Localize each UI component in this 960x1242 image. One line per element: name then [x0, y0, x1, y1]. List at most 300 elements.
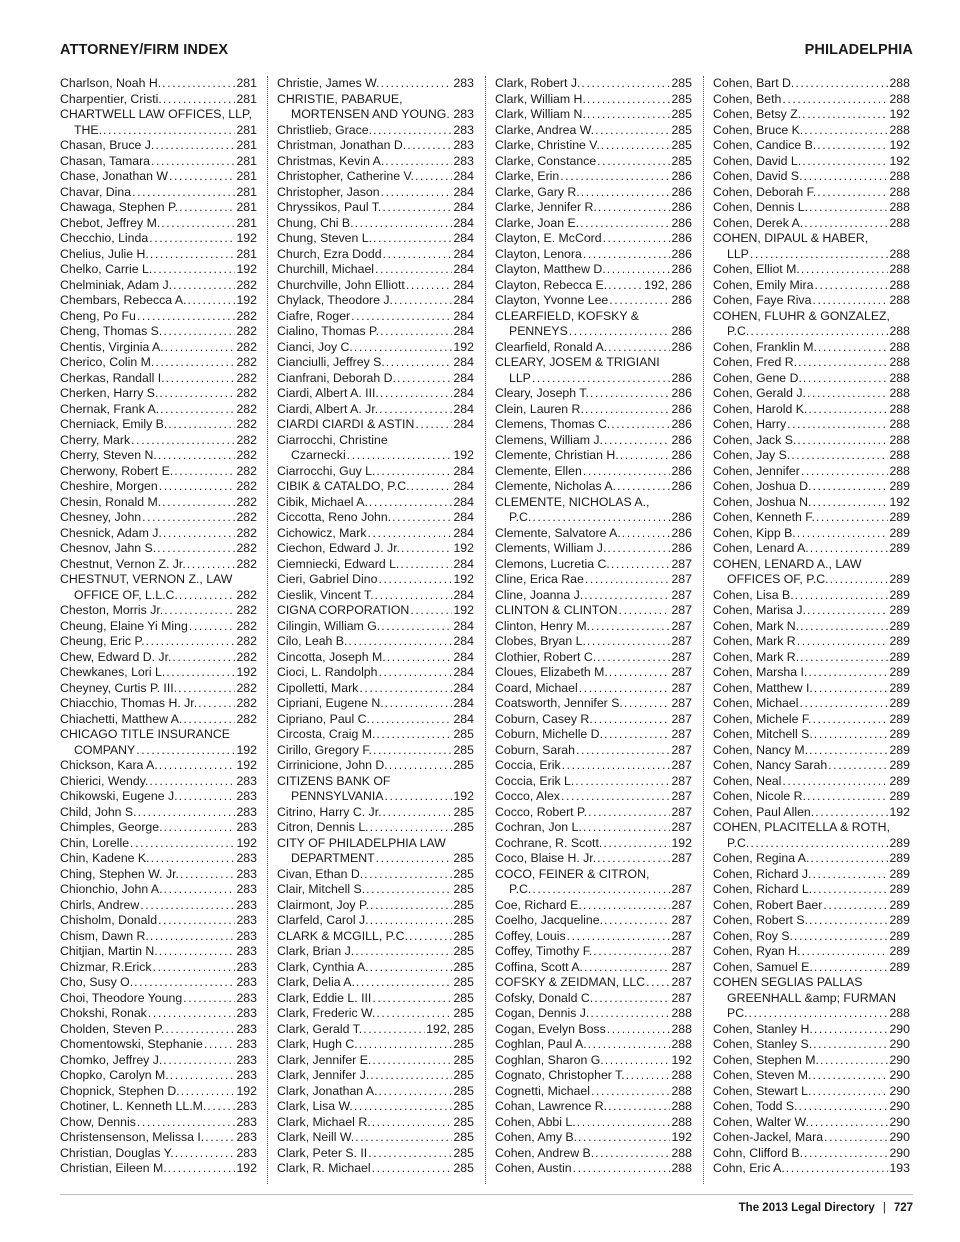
entry-name: Ciardi, Albert A. III. — [277, 386, 379, 400]
entry-page: 289 — [889, 727, 910, 741]
entry-page: 285 — [453, 758, 474, 772]
leader-dots — [782, 774, 888, 790]
entry-name: Cipriano, Paul C. — [277, 711, 370, 726]
index-entry — [277, 743, 474, 759]
leader-dots — [376, 727, 452, 743]
footer-separator: | — [882, 1202, 886, 1214]
entry-page: 282 — [236, 277, 257, 292]
leader-dots — [583, 247, 671, 263]
leader-dots — [750, 247, 889, 263]
entry-name: Chentis, Virginia A. — [60, 339, 164, 354]
index-entry — [495, 960, 692, 976]
entry-page: 286 — [671, 246, 692, 261]
index-entry — [277, 433, 474, 464]
entry-name: Christman, Jonathan D. — [277, 138, 407, 152]
index-column-2 — [277, 76, 474, 1177]
leader-dots — [205, 1130, 235, 1146]
entry-name: Cohen, Bruce K. — [713, 122, 804, 137]
index-entry — [60, 619, 257, 635]
leader-dots — [608, 340, 670, 356]
index-entry — [713, 603, 910, 619]
entry-name: Cohen, Faye Riva — [713, 293, 812, 307]
entry-page: 283 — [236, 1006, 257, 1020]
entry-name: Cohen, Samuel E. — [713, 959, 813, 974]
leader-dots — [394, 293, 453, 309]
entry-page: 283 — [236, 944, 257, 958]
entry-page: 290 — [889, 1145, 910, 1160]
index-entry — [60, 758, 257, 774]
leader-dots — [803, 371, 889, 387]
leader-dots — [151, 154, 235, 170]
leader-dots — [787, 417, 888, 433]
index-entry — [277, 324, 474, 340]
entry-page: 289 — [889, 851, 910, 865]
index-entry — [495, 727, 692, 743]
entry-name: Chionchio, John A. — [60, 882, 163, 896]
index-entry — [713, 1130, 910, 1146]
index-entry — [713, 138, 910, 154]
entry-page: 285 — [671, 138, 692, 152]
leader-dots — [823, 898, 888, 914]
leader-dots — [608, 278, 643, 294]
entry-name: Chase, Jonathan W — [60, 169, 169, 183]
index-entry — [713, 433, 910, 449]
entry-page: 284 — [453, 618, 474, 633]
leader-dots — [168, 1161, 236, 1177]
leader-dots — [130, 836, 235, 852]
entry-name: CITIZENS BANK OF — [277, 773, 391, 788]
leader-dots — [172, 650, 235, 666]
leader-dots — [598, 200, 671, 216]
entry-name: Chimples, George. — [60, 820, 163, 834]
index-entry — [495, 107, 692, 123]
index-entry — [713, 340, 910, 356]
entry-page: 282 — [236, 525, 257, 540]
entry-name: Clobes, Bryan L. — [495, 634, 586, 648]
entry-page: 286 — [671, 184, 692, 199]
entry-page: 192 — [236, 742, 257, 757]
entry-name: Cheung, Eric P. — [60, 634, 145, 648]
entry-name: P.C. — [727, 324, 750, 338]
leader-dots — [814, 960, 889, 976]
leader-dots — [381, 185, 453, 201]
entry-name: Christmas, Kevin A. — [277, 153, 385, 168]
entry-page: 192 — [671, 835, 692, 850]
entry-name: Ciarrocchi, Guy L. — [277, 463, 376, 478]
entry-name: Chotiner, L. Kenneth LL.M. — [60, 1099, 207, 1113]
leader-dots — [791, 448, 888, 464]
leader-dots — [807, 386, 889, 402]
index-entry — [60, 898, 257, 914]
leader-dots — [588, 1037, 671, 1053]
index-entry — [60, 603, 257, 619]
leader-dots — [611, 417, 670, 433]
index-entry — [60, 696, 257, 712]
entry-name: Chisholm, Donald — [60, 913, 158, 927]
entry-name: Cohen, Lenard A. — [713, 541, 809, 555]
index-entry — [60, 107, 257, 138]
leader-dots — [749, 1006, 889, 1022]
leader-dots — [587, 92, 671, 108]
index-entry — [495, 216, 692, 232]
entry-page: 283 — [236, 1130, 257, 1144]
entry-name: PENNSYLVANIA — [291, 789, 384, 803]
entry-page: 284 — [453, 665, 474, 679]
entry-page: 285 — [453, 1037, 474, 1051]
entry-name: Chawaga, Stephen P. — [60, 200, 179, 214]
index-entry — [495, 231, 692, 247]
entry-page: 289 — [889, 959, 910, 974]
index-entry — [60, 929, 257, 945]
index-column-3 — [495, 76, 692, 1177]
index-entry — [277, 1037, 474, 1053]
entry-name: Cohen, Beth — [713, 91, 782, 106]
leader-dots — [174, 464, 235, 480]
leader-dots — [604, 433, 671, 449]
entry-name: Christopher, Catherine V. — [277, 169, 414, 183]
entry-page: 284 — [453, 711, 474, 726]
leader-dots — [797, 433, 888, 449]
index-entry — [277, 975, 474, 991]
index-entry — [495, 588, 692, 604]
entry-name: Cognato, Christopher T. — [495, 1068, 625, 1082]
entry-page: 283 — [236, 882, 257, 896]
entry-page: 288 — [889, 91, 910, 106]
leader-dots — [142, 510, 235, 526]
entry-name: Clayton, Matthew D. — [495, 262, 606, 276]
leader-dots — [591, 1084, 670, 1100]
directory-title: The 2013 Legal Directory — [738, 1202, 875, 1214]
leader-dots — [607, 1022, 671, 1038]
leader-dots — [794, 929, 888, 945]
index-entry — [495, 185, 692, 201]
entry-page: 288 — [889, 200, 910, 214]
leader-dots — [372, 1115, 453, 1131]
entry-name: Cherken, Harry S. — [60, 386, 159, 400]
leader-dots — [383, 247, 453, 263]
index-entry — [713, 371, 910, 387]
entry-name: Clemons, Lucretia C. — [495, 556, 610, 571]
entry-name: Coburn, Casey R. — [495, 711, 593, 726]
entry-page: 287 — [671, 851, 692, 865]
index-entry — [60, 185, 257, 201]
index-entry — [60, 309, 257, 325]
leader-dots — [800, 650, 888, 666]
leader-dots — [576, 743, 670, 759]
entry-page: 192 — [453, 572, 474, 586]
entry-name: Czarnecki — [291, 448, 346, 462]
index-entry — [495, 495, 692, 526]
entry-page: 289 — [889, 882, 910, 896]
index-entry — [60, 433, 257, 449]
entry-page: 284 — [453, 169, 474, 183]
entry-page: 284 — [453, 386, 474, 400]
entry-name: Cheung, Elaine Yi Ming — [60, 618, 188, 633]
leader-dots — [168, 417, 235, 433]
entry-page: 286 — [671, 339, 692, 354]
index-entry — [713, 495, 910, 511]
entry-name: Cialino, Thomas P. — [277, 324, 380, 338]
index-entry — [277, 572, 474, 588]
entry-page: 286 — [671, 525, 692, 540]
entry-page: 281 — [236, 91, 257, 106]
leader-dots — [588, 805, 670, 821]
entry-page: 285 — [453, 1099, 474, 1113]
entry-name: Ching, Stephen W. Jr. — [60, 866, 179, 881]
entry-name: Cohen, Gene D. — [713, 370, 802, 385]
index-entry — [60, 278, 257, 294]
entry-page: 287 — [671, 913, 692, 927]
leader-dots — [166, 371, 236, 387]
entry-page: 283 — [236, 866, 257, 881]
leader-dots — [604, 727, 670, 743]
entry-page: 282 — [236, 324, 257, 338]
entry-page: 283 — [236, 804, 257, 819]
leader-dots — [364, 867, 452, 883]
leader-dots — [376, 1006, 452, 1022]
entry-page: 287 — [671, 696, 692, 710]
column-divider — [703, 76, 704, 1184]
entry-page: 284 — [453, 308, 474, 323]
leader-dots — [815, 805, 888, 821]
entry-name: Cohen, Nicole R. — [713, 789, 806, 803]
entry-name: COHEN, LENARD A., LAW — [713, 556, 862, 571]
index-entry — [60, 526, 257, 542]
index-entry — [713, 851, 910, 867]
leader-dots — [532, 371, 671, 387]
index-entry — [713, 681, 910, 697]
index-entry — [60, 355, 257, 371]
leader-dots — [136, 743, 235, 759]
leader-dots — [400, 557, 452, 573]
entry-name: Cianciulli, Jeffrey S. — [277, 355, 385, 369]
entry-page: 288 — [889, 386, 910, 400]
leader-dots — [347, 448, 453, 464]
entry-name: Chung, Steven L. — [277, 231, 373, 245]
entry-name: Cheshire, Morgen — [60, 479, 158, 493]
leader-dots — [359, 1037, 453, 1053]
entry-name: Clinton, Henry M. — [495, 618, 590, 633]
entry-page: 284 — [453, 246, 474, 261]
index-entry — [495, 603, 692, 619]
index-entry — [277, 1130, 474, 1146]
entry-page: 282 — [236, 649, 257, 664]
footer-rule — [60, 1194, 913, 1195]
leader-dots — [370, 820, 453, 836]
entry-page: 282 — [236, 339, 257, 354]
index-entry — [277, 138, 474, 154]
entry-name: Cohen, David S. — [713, 169, 803, 183]
entry-page: 283 — [236, 773, 257, 788]
entry-page: 282 — [236, 479, 257, 493]
leader-dots — [155, 355, 235, 371]
leader-dots — [808, 665, 888, 681]
leader-dots — [812, 293, 888, 309]
entry-page: 192 — [236, 1083, 257, 1098]
entry-name: Coffey, Louis — [495, 928, 566, 943]
index-entry — [495, 665, 692, 681]
leader-dots — [601, 138, 671, 154]
leader-dots — [370, 1068, 452, 1084]
index-entry — [60, 1084, 257, 1100]
entry-name: COHEN, DIPAUL & HABER, — [713, 231, 869, 245]
entry-page: 283 — [236, 913, 257, 927]
index-entry — [277, 774, 474, 805]
index-entry — [713, 231, 910, 262]
index-entry — [713, 743, 910, 759]
entry-page: 284 — [453, 587, 474, 602]
leader-dots — [583, 898, 671, 914]
leader-dots — [371, 712, 453, 728]
entry-page: 281 — [236, 200, 257, 214]
entry-name: Clayton, Rebecca E. — [495, 277, 608, 292]
leader-dots — [132, 185, 235, 201]
entry-page: 284 — [453, 680, 474, 695]
leader-dots — [159, 386, 235, 402]
leader-dots — [579, 681, 671, 697]
leader-dots — [804, 123, 888, 139]
entry-page: 284 — [453, 696, 474, 710]
entry-name: Cohen, Gerald J. — [713, 386, 806, 400]
leader-dots — [207, 1099, 235, 1115]
leader-dots — [594, 991, 670, 1007]
index-entry — [495, 448, 692, 464]
page-header — [60, 42, 913, 62]
entry-name: Chembars, Rebecca A. — [60, 293, 187, 307]
entry-name: Chung, Chi B. — [277, 215, 354, 230]
entry-page: 285 — [671, 153, 692, 168]
leader-dots — [162, 495, 235, 511]
entry-name: THE. — [74, 122, 103, 137]
entry-page: 283 — [236, 789, 257, 803]
index-entry — [60, 944, 257, 960]
entry-page: 285 — [671, 122, 692, 137]
entry-name: Cohen, Bart D. — [713, 76, 795, 90]
leader-dots — [150, 929, 236, 945]
leader-dots — [828, 758, 888, 774]
entry-name: Clein, Lauren R. — [495, 401, 584, 416]
entry-page: 284 — [453, 370, 474, 385]
entry-name: Coelho, Jacqueline. — [495, 913, 604, 927]
leader-dots — [562, 758, 671, 774]
entry-page: 287 — [671, 711, 692, 726]
entry-name: Cohn, Eric A. — [713, 1161, 785, 1175]
index-entry — [713, 386, 910, 402]
entry-page: 285 — [453, 1130, 474, 1144]
entry-name: Cohen, Amy B. — [495, 1130, 578, 1144]
leader-dots — [617, 479, 670, 495]
entry-name: Cohen, Fred R. — [713, 355, 798, 369]
leader-dots — [363, 1022, 425, 1038]
entry-page: 287 — [671, 587, 692, 602]
index-entry — [495, 1130, 692, 1146]
index-entry — [60, 681, 257, 697]
entry-name: CLEARY, JOSEM & TRIGIANI — [495, 355, 660, 369]
entry-name: Clark, Peter S. II — [277, 1145, 368, 1160]
index-entry — [277, 309, 474, 325]
entry-page: 285 — [453, 742, 474, 757]
entry-page: 287 — [671, 944, 692, 958]
entry-name: Charlson, Noah H. — [60, 76, 162, 90]
entry-name: Coatsworth, Jennifer S. — [495, 696, 623, 710]
entry-name: Chirls, Andrew — [60, 897, 140, 912]
index-entry — [495, 851, 692, 867]
entry-name: Christie, James W. — [277, 76, 380, 90]
index-entry — [277, 371, 474, 387]
entry-name: Clark, Neill W. — [277, 1130, 355, 1144]
entry-page: 284 — [453, 231, 474, 245]
entry-name: CLEMENTE, NICHOLAS A., — [495, 494, 650, 509]
entry-page: 286 — [671, 169, 692, 183]
index-entry — [277, 1115, 474, 1131]
index-entry — [60, 169, 257, 185]
entry-page: 286 — [671, 386, 692, 400]
entry-page: 287 — [671, 897, 692, 912]
entry-name: Clemente, Nicholas A. — [495, 479, 616, 493]
index-entry — [713, 1084, 910, 1100]
leader-dots — [808, 402, 888, 418]
index-entry — [495, 355, 692, 386]
entry-name: OFFICE OF, L.L.C. — [74, 587, 178, 602]
leader-dots — [169, 169, 235, 185]
leader-dots — [594, 712, 671, 728]
leader-dots — [603, 836, 670, 852]
leader-dots — [584, 588, 670, 604]
leader-dots — [378, 665, 452, 681]
leader-dots — [166, 665, 235, 681]
leader-dots — [817, 185, 888, 201]
entry-name: Cholden, Steven P. — [60, 1021, 165, 1036]
entry-name: Cocco, Robert P. — [495, 804, 588, 819]
entry-name: Clemente, Ellen — [495, 463, 582, 478]
leader-dots — [158, 913, 235, 929]
entry-name: Chesnick, Adam J. — [60, 525, 162, 540]
index-entry — [277, 1099, 474, 1115]
index-entry — [277, 541, 474, 557]
index-entry — [277, 898, 474, 914]
entry-page: 285 — [453, 944, 474, 958]
leader-dots — [575, 774, 670, 790]
entry-page: 282 — [236, 510, 257, 524]
index-entry — [495, 975, 692, 991]
entry-page: 282 — [236, 696, 257, 710]
leader-dots — [590, 1006, 670, 1022]
index-entry — [713, 557, 910, 588]
leader-dots — [619, 603, 671, 619]
index-entry — [277, 262, 474, 278]
leader-dots — [620, 448, 671, 464]
entry-name: Churchill, Michael — [277, 262, 375, 276]
index-entry — [277, 603, 474, 619]
entry-page: 192 — [453, 789, 474, 803]
entry-name: Coe, Richard E. — [495, 897, 582, 912]
index-entry — [60, 510, 257, 526]
entry-name: Chryssikos, Paul T. — [277, 200, 382, 214]
leader-dots — [153, 262, 235, 278]
leader-dots — [802, 944, 889, 960]
entry-name: Christian, Eileen M. — [60, 1161, 167, 1175]
entry-page: 283 — [236, 959, 257, 974]
entry-name: Churchville, John Elliott — [277, 277, 405, 292]
entry-name: Christlieb, Grace. — [277, 122, 372, 137]
entry-name: Chierici, Wendy. — [60, 773, 149, 788]
index-entry — [713, 913, 910, 929]
entry-name: Coburn, Michelle D. — [495, 727, 603, 741]
leader-dots — [799, 1099, 889, 1115]
entry-name: Cohen, Mark N. — [713, 618, 800, 633]
leader-dots — [810, 851, 888, 867]
entry-name: Cipolletti, Mark — [277, 680, 359, 695]
